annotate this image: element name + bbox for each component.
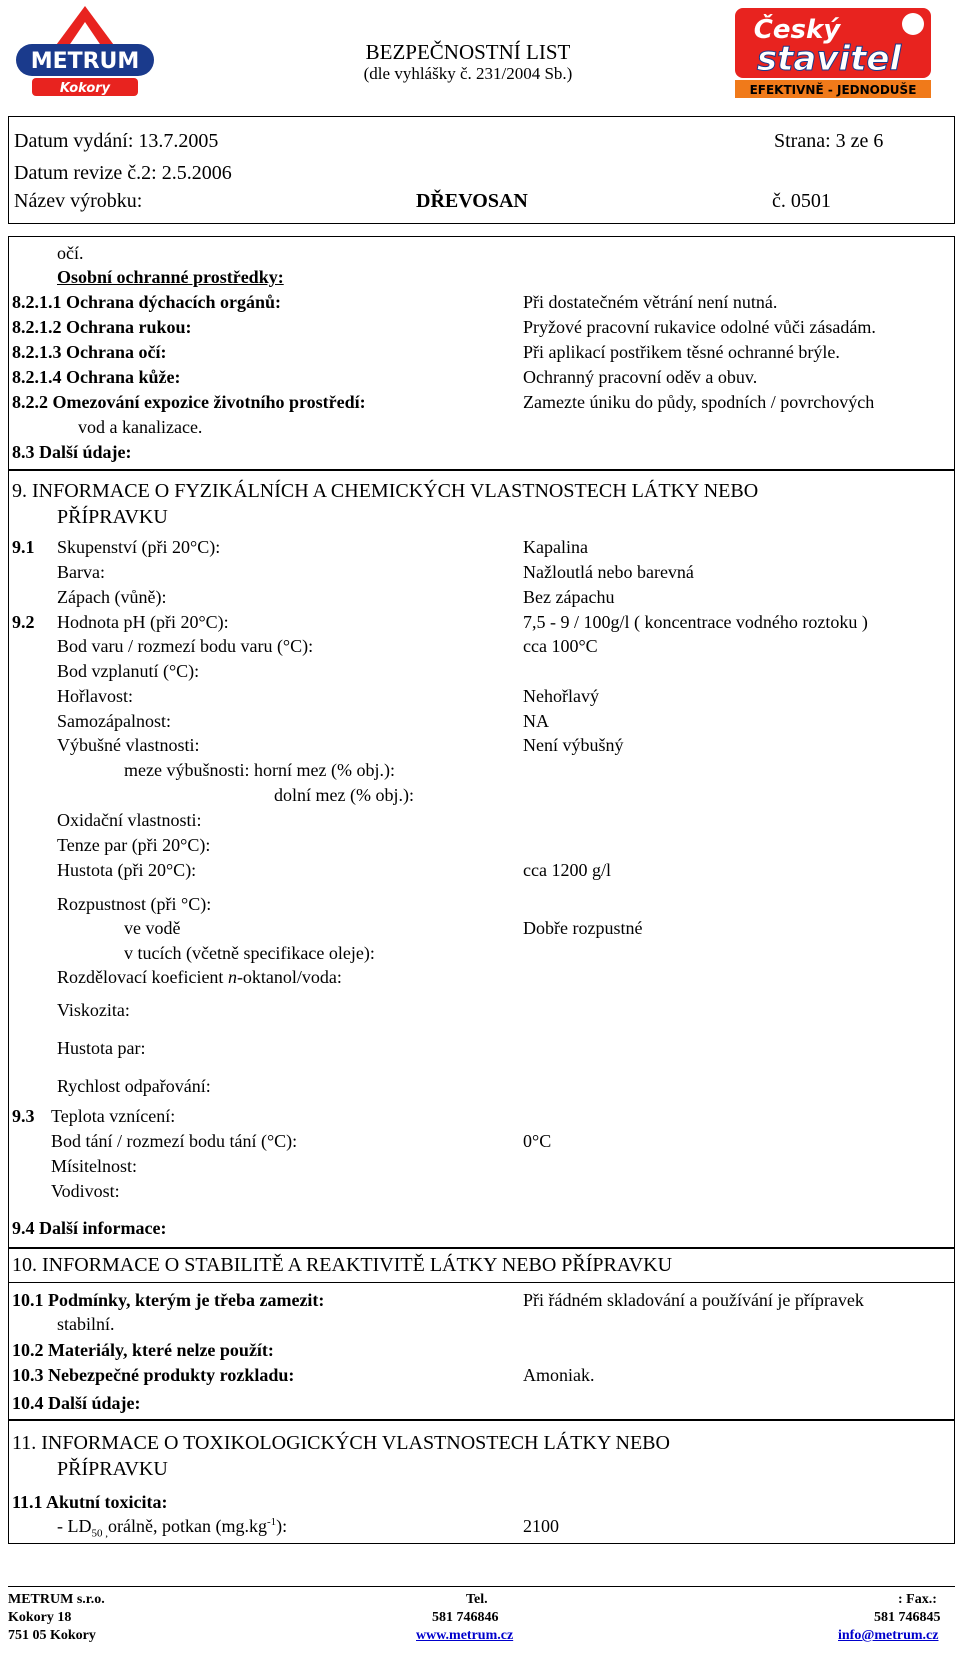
oxidizing-label: Oxidační vlastnosti: (57, 810, 202, 830)
conditions-tail: stabilní. (57, 1314, 115, 1334)
flammability-value: Nehořlavý (523, 686, 599, 706)
date-revision: Datum revize č.2: 2.5.2006 (14, 162, 232, 184)
eyes-value: Při aplikací postřikem těsné ochranné brýle. (523, 342, 840, 362)
num-9-1: 9.1 (12, 537, 35, 557)
respiratory-label: 8.2.1.1 Ochrana dýchacích orgánů: (12, 292, 282, 312)
boil-label: Bod varu / rozmezí bodu varu (°C): (57, 636, 314, 656)
boil-value: cca 100°C (523, 636, 598, 656)
document-title: BEZPEČNOSTNÍ LIST (365, 40, 571, 64)
footer-email-link[interactable]: info@metrum.cz (838, 1628, 939, 1643)
materials-label: 10.2 Materiály, které nelze použít: (12, 1340, 274, 1360)
partition-text-n: n (227, 967, 237, 987)
explosive-value: Není výbušný (523, 735, 624, 755)
footer-company: METRUM s.r.o. (8, 1592, 105, 1607)
autoignition-value: NA (523, 711, 549, 731)
footer-divider (8, 1586, 955, 1587)
conditions-label: 10.1 Podmínky, kterým je třeba zamezit: (12, 1290, 325, 1310)
explosive-upper: meze výbušnosti: horní mez (% obj.): (124, 760, 395, 780)
explosive-lower: dolní mez (% obj.): (274, 785, 414, 805)
environment-value: Zamezte úniku do půdy, spodních / povrchových (523, 392, 875, 412)
footer-fax: 581 746845 (874, 1610, 941, 1625)
section-10-4-label: 10.4 Další údaje: (12, 1393, 141, 1413)
conditions-value: Při řádném skladování a používání je přípravek (523, 1290, 864, 1310)
ld50-route: orálně, potkan (mg.kg (108, 1516, 267, 1536)
section-8-3-label: 8.3 Další údaje: (12, 442, 132, 462)
acute-toxicity-label: 11.1 Akutní toxicita: (12, 1492, 168, 1512)
solubility-label: Rozpustnost (při °C): (57, 894, 212, 914)
odor-label: Zápach (vůně): (57, 587, 167, 607)
eyes-label: 8.2.1.3 Ochrana očí: (12, 342, 167, 362)
respiratory-value: Při dostatečném větrání není nutná. (523, 292, 778, 312)
ignition-label: Teplota vznícení: (51, 1106, 176, 1126)
viscosity-label: Viskozita: (57, 1000, 130, 1020)
section-10-heading: 10. INFORMACE O STABILITĚ A REAKTIVITĚ LÁTKY NEBO PŘÍPRAVKU (12, 1254, 673, 1276)
num-9-2: 9.2 (12, 612, 35, 632)
footer-fax-label: : Fax.: (898, 1592, 937, 1607)
explosive-label: Výbušné vlastnosti: (57, 735, 200, 755)
document-subtitle: (dle vyhlášky č. 231/2004 Sb.) (363, 64, 573, 83)
ph-value: 7,5 - 9 / 100g/l ( koncentrace vodného roztoku ) (523, 612, 868, 632)
section-9-heading-2: PŘÍPRAVKU (57, 506, 168, 528)
flash-label: Bod vzplanutí (°C): (57, 661, 200, 681)
logo-left-text: METRUM (30, 49, 140, 74)
ld50-value: 2100 (523, 1516, 559, 1536)
logo-right-line1: Český (753, 15, 841, 45)
logo-right-line2: stavitel (756, 39, 902, 79)
product-name: DŘEVOSAN (416, 190, 528, 212)
logo-right-tagline: EFEKTIVNĚ - JEDNODUŠE (749, 83, 917, 97)
hands-label: 8.2.1.2 Ochrana rukou: (12, 317, 192, 337)
page-number: Strana: 3 ze 6 (774, 130, 884, 152)
footer-street: Kokory 18 (8, 1610, 72, 1625)
ph-label: Hodnota pH (při 20°C): (57, 612, 229, 632)
odor-value: Bez zápachu (523, 587, 615, 607)
ld50-superscript: -1 (266, 1516, 277, 1528)
water-label: ve vodě (124, 918, 181, 938)
product-number: č. 0501 (772, 190, 831, 212)
footer-web-link[interactable]: www.metrum.cz (416, 1628, 514, 1643)
ld50-prefix: - LD (57, 1516, 92, 1536)
melt-value: 0°C (523, 1131, 552, 1151)
decomposition-value: Amoniak. (523, 1365, 595, 1385)
water-value: Dobře rozpustné (523, 918, 643, 938)
color-value: Nažloutlá nebo barevná (523, 562, 694, 582)
ld50-subscript: 50 , (91, 1527, 108, 1540)
footer-tel-label: Tel. (466, 1592, 488, 1607)
footer-city: 751 05 Kokory (8, 1628, 96, 1643)
skin-label: 8.2.1.4 Ochrana kůže: (12, 367, 181, 387)
fats-label: v tucích (včetně specifikace oleje): (124, 943, 375, 963)
date-issued: Datum vydání: 13.7.2005 (14, 130, 219, 152)
section-9-heading-1: 9. INFORMACE O FYZIKÁLNÍCH A CHEMICKÝCH VLASTNOSTECH LÁTKY NEBO (12, 480, 759, 502)
melt-label: Bod tání / rozmezí bodu tání (°C): (51, 1131, 298, 1151)
miscibility-label: Mísitelnost: (51, 1156, 138, 1176)
ld50-label (57, 1516, 287, 1540)
section-10-divider (8, 1282, 955, 1283)
hands-value: Pryžové pracovní rukavice odolné vůči zásadám. (523, 317, 876, 337)
skin-value: Ochranný pracovní oděv a obuv. (523, 367, 758, 387)
partition-label (57, 967, 342, 988)
footer-tel: 581 746846 (432, 1610, 499, 1625)
evaporation-label: Rychlost odpařování: (57, 1076, 211, 1096)
environment-label: 8.2.2 Omezování expozice životního prostředí: (12, 392, 366, 412)
partition-text-b: -oktanol/voda: (236, 967, 342, 987)
metrum-logo (12, 4, 158, 100)
ppe-heading: Osobní ochranné prostředky: (57, 267, 284, 287)
num-9-3: 9.3 (12, 1106, 35, 1126)
ld50-close: ): (276, 1516, 288, 1536)
color-label: Barva: (57, 562, 105, 582)
logo-left-sub: Kokory (59, 81, 111, 96)
cesky-stavitel-logo (733, 6, 933, 102)
conductivity-label: Vodivost: (51, 1181, 120, 1201)
eyes-tail: očí. (57, 243, 84, 263)
section-9-4-label: 9.4 Další informace: (12, 1218, 167, 1238)
density-label: Hustota (při 20°C): (57, 860, 197, 880)
autoignition-label: Samozápalnost: (57, 711, 171, 731)
flammability-label: Hořlavost: (57, 686, 133, 706)
section-11-heading-1: 11. INFORMACE O TOXIKOLOGICKÝCH VLASTNOSTECH LÁTKY NEBO (12, 1432, 670, 1454)
state-label: Skupenství (při 20°C): (57, 537, 221, 557)
product-label: Název výrobku: (14, 190, 143, 212)
section-11-heading-2: PŘÍPRAVKU (57, 1458, 168, 1480)
partition-text-a: Rozdělovací koeficient (57, 967, 228, 987)
decomposition-label: 10.3 Nebezpečné produkty rozkladu: (12, 1365, 295, 1385)
state-value: Kapalina (523, 537, 588, 557)
vapor-pressure-label: Tenze par (při 20°C): (57, 835, 211, 855)
density-value: cca 1200 g/l (523, 860, 611, 880)
vapor-density-label: Hustota par: (57, 1038, 146, 1058)
environment-tail: vod a kanalizace. (78, 417, 203, 437)
